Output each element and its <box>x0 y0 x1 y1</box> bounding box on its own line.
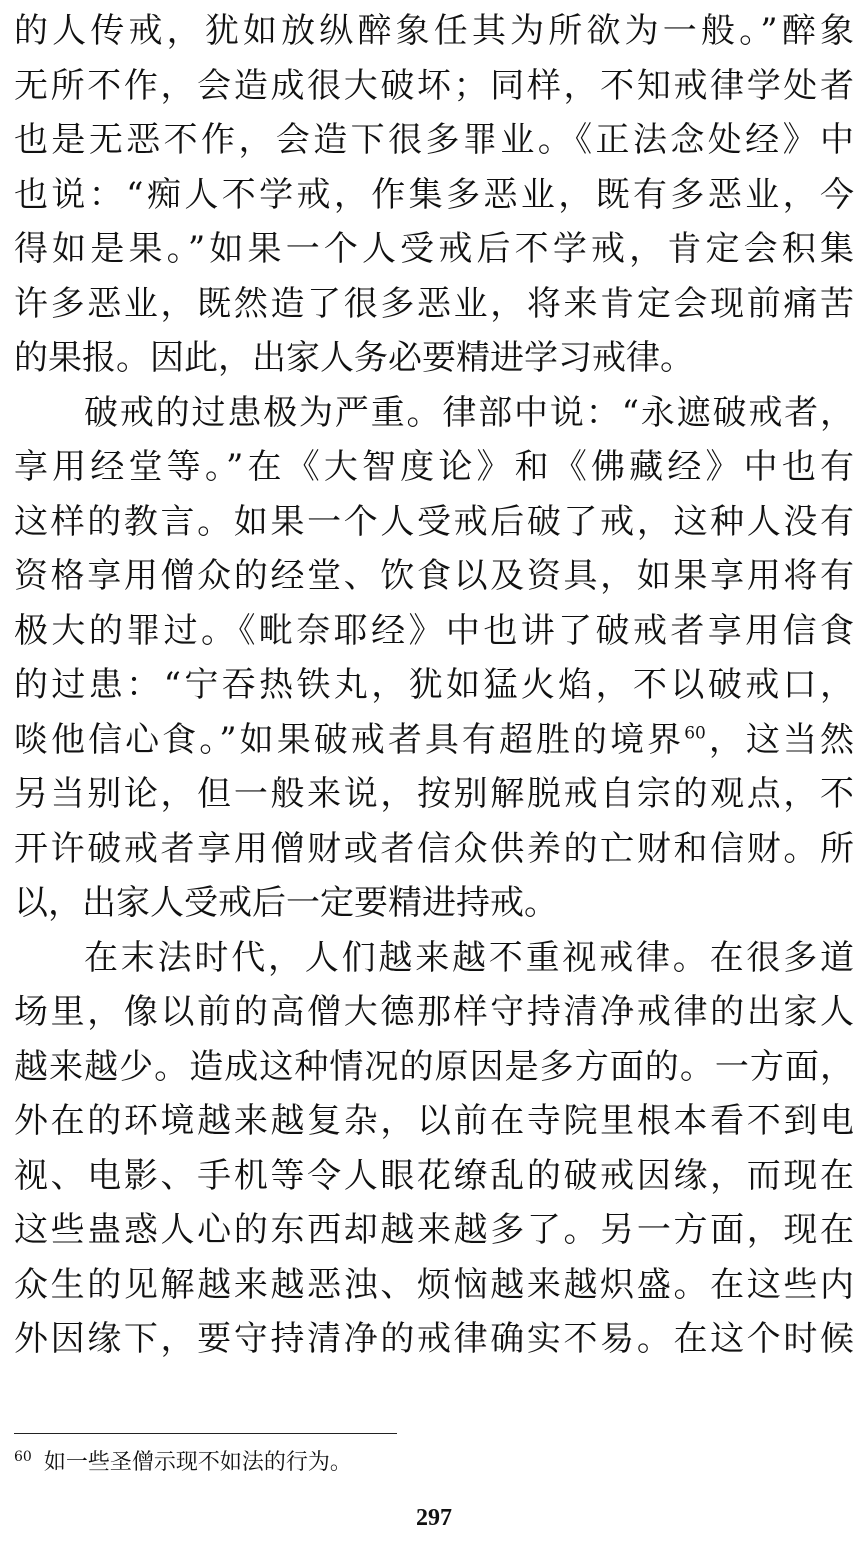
text-line: 许多恶业，既然造了很多恶业，将来肯定会现前痛苦 <box>14 283 854 324</box>
text-line: 也说：“痴人不学戒，作集多恶业，既有多恶业，今 <box>14 174 854 215</box>
footnote-divider <box>14 1433 397 1434</box>
text-line: 越来越少。造成这种情况的原因是多方面的。一方面， <box>14 1046 854 1087</box>
text-segment: 啖他信心食。”如果破戒者具有超胜的境界 <box>14 719 685 760</box>
text-line: 视、电影、手机等令人眼花缭乱的破戒因缘，而现在 <box>14 1155 854 1196</box>
text-line: 的过患：“宁吞热铁丸，犹如猛火焰，不以破戒口， <box>14 665 854 705</box>
text-line: 外在的环境越来越复杂，以前在寺院里根本看不到电 <box>14 1101 854 1141</box>
text-line: 得如是果。”如果一个人受戒后不学戒，肯定会积集 <box>14 229 854 269</box>
footnote-reference[interactable]: 60 <box>684 723 706 744</box>
text-line: 另当别论，但一般来说，按别解脱戒自宗的观点，不 <box>14 774 854 814</box>
text-line: 场里，像以前的高僧大德那样守持清净戒律的出家人 <box>14 992 854 1032</box>
text-line: 的人传戒，犹如放纵醉象任其为所欲为一般。”醉象 <box>14 11 854 51</box>
text-line: 资格享用僧众的经堂、饮食以及资具，如果享用将有 <box>14 556 854 596</box>
text-line: 无所不作，会造成很大破坏；同样，不知戒律学处者 <box>14 65 854 106</box>
text-line: 享用经堂等。”在《大智度论》和《佛藏经》中也有 <box>14 447 854 487</box>
text-line: 开许破戒者享用僧财或者信众供养的亡财和信财。所 <box>14 828 854 869</box>
footnote-number: 60 <box>14 1448 32 1465</box>
body-text <box>14 4 854 1367</box>
footnote-text: 如一些圣僧示现不如法的行为。 <box>43 1450 352 1475</box>
text-line: 众生的见解越来越恶浊、烦恼越来越炽盛。在这些内 <box>14 1264 854 1305</box>
text-line: 这些蛊惑人心的东西却越来越多了。另一方面，现在 <box>14 1210 854 1250</box>
text-line: 在末法时代，人们越来越不重视戒律。在很多道 <box>84 937 854 978</box>
text-line: 的果报。因此，出家人务必要精进学习戒律。 <box>14 338 694 378</box>
footnote <box>14 1448 352 1478</box>
text-line: 以，出家人受戒后一定要精进持戒。 <box>14 883 558 923</box>
text-line: 也是无恶不作，会造下很多罪业。《正法念处经》中 <box>14 120 854 160</box>
text-line: 这样的教言。如果一个人受戒后破了戒，这种人没有 <box>14 501 854 542</box>
text-line: 破戒的过患极为严重。律部中说：“永遮破戒者， <box>84 392 854 433</box>
page-number: 297 <box>416 1505 452 1531</box>
text-line: 外因缘下，要守持清净的戒律确实不易。在这个时候 <box>14 1319 854 1359</box>
text-line-with-footnote-ref <box>14 713 854 768</box>
text-line: 极大的罪过。《毗奈耶经》中也讲了破戒者享用信食 <box>14 610 854 651</box>
text-segment: ，这当然 <box>705 719 854 760</box>
